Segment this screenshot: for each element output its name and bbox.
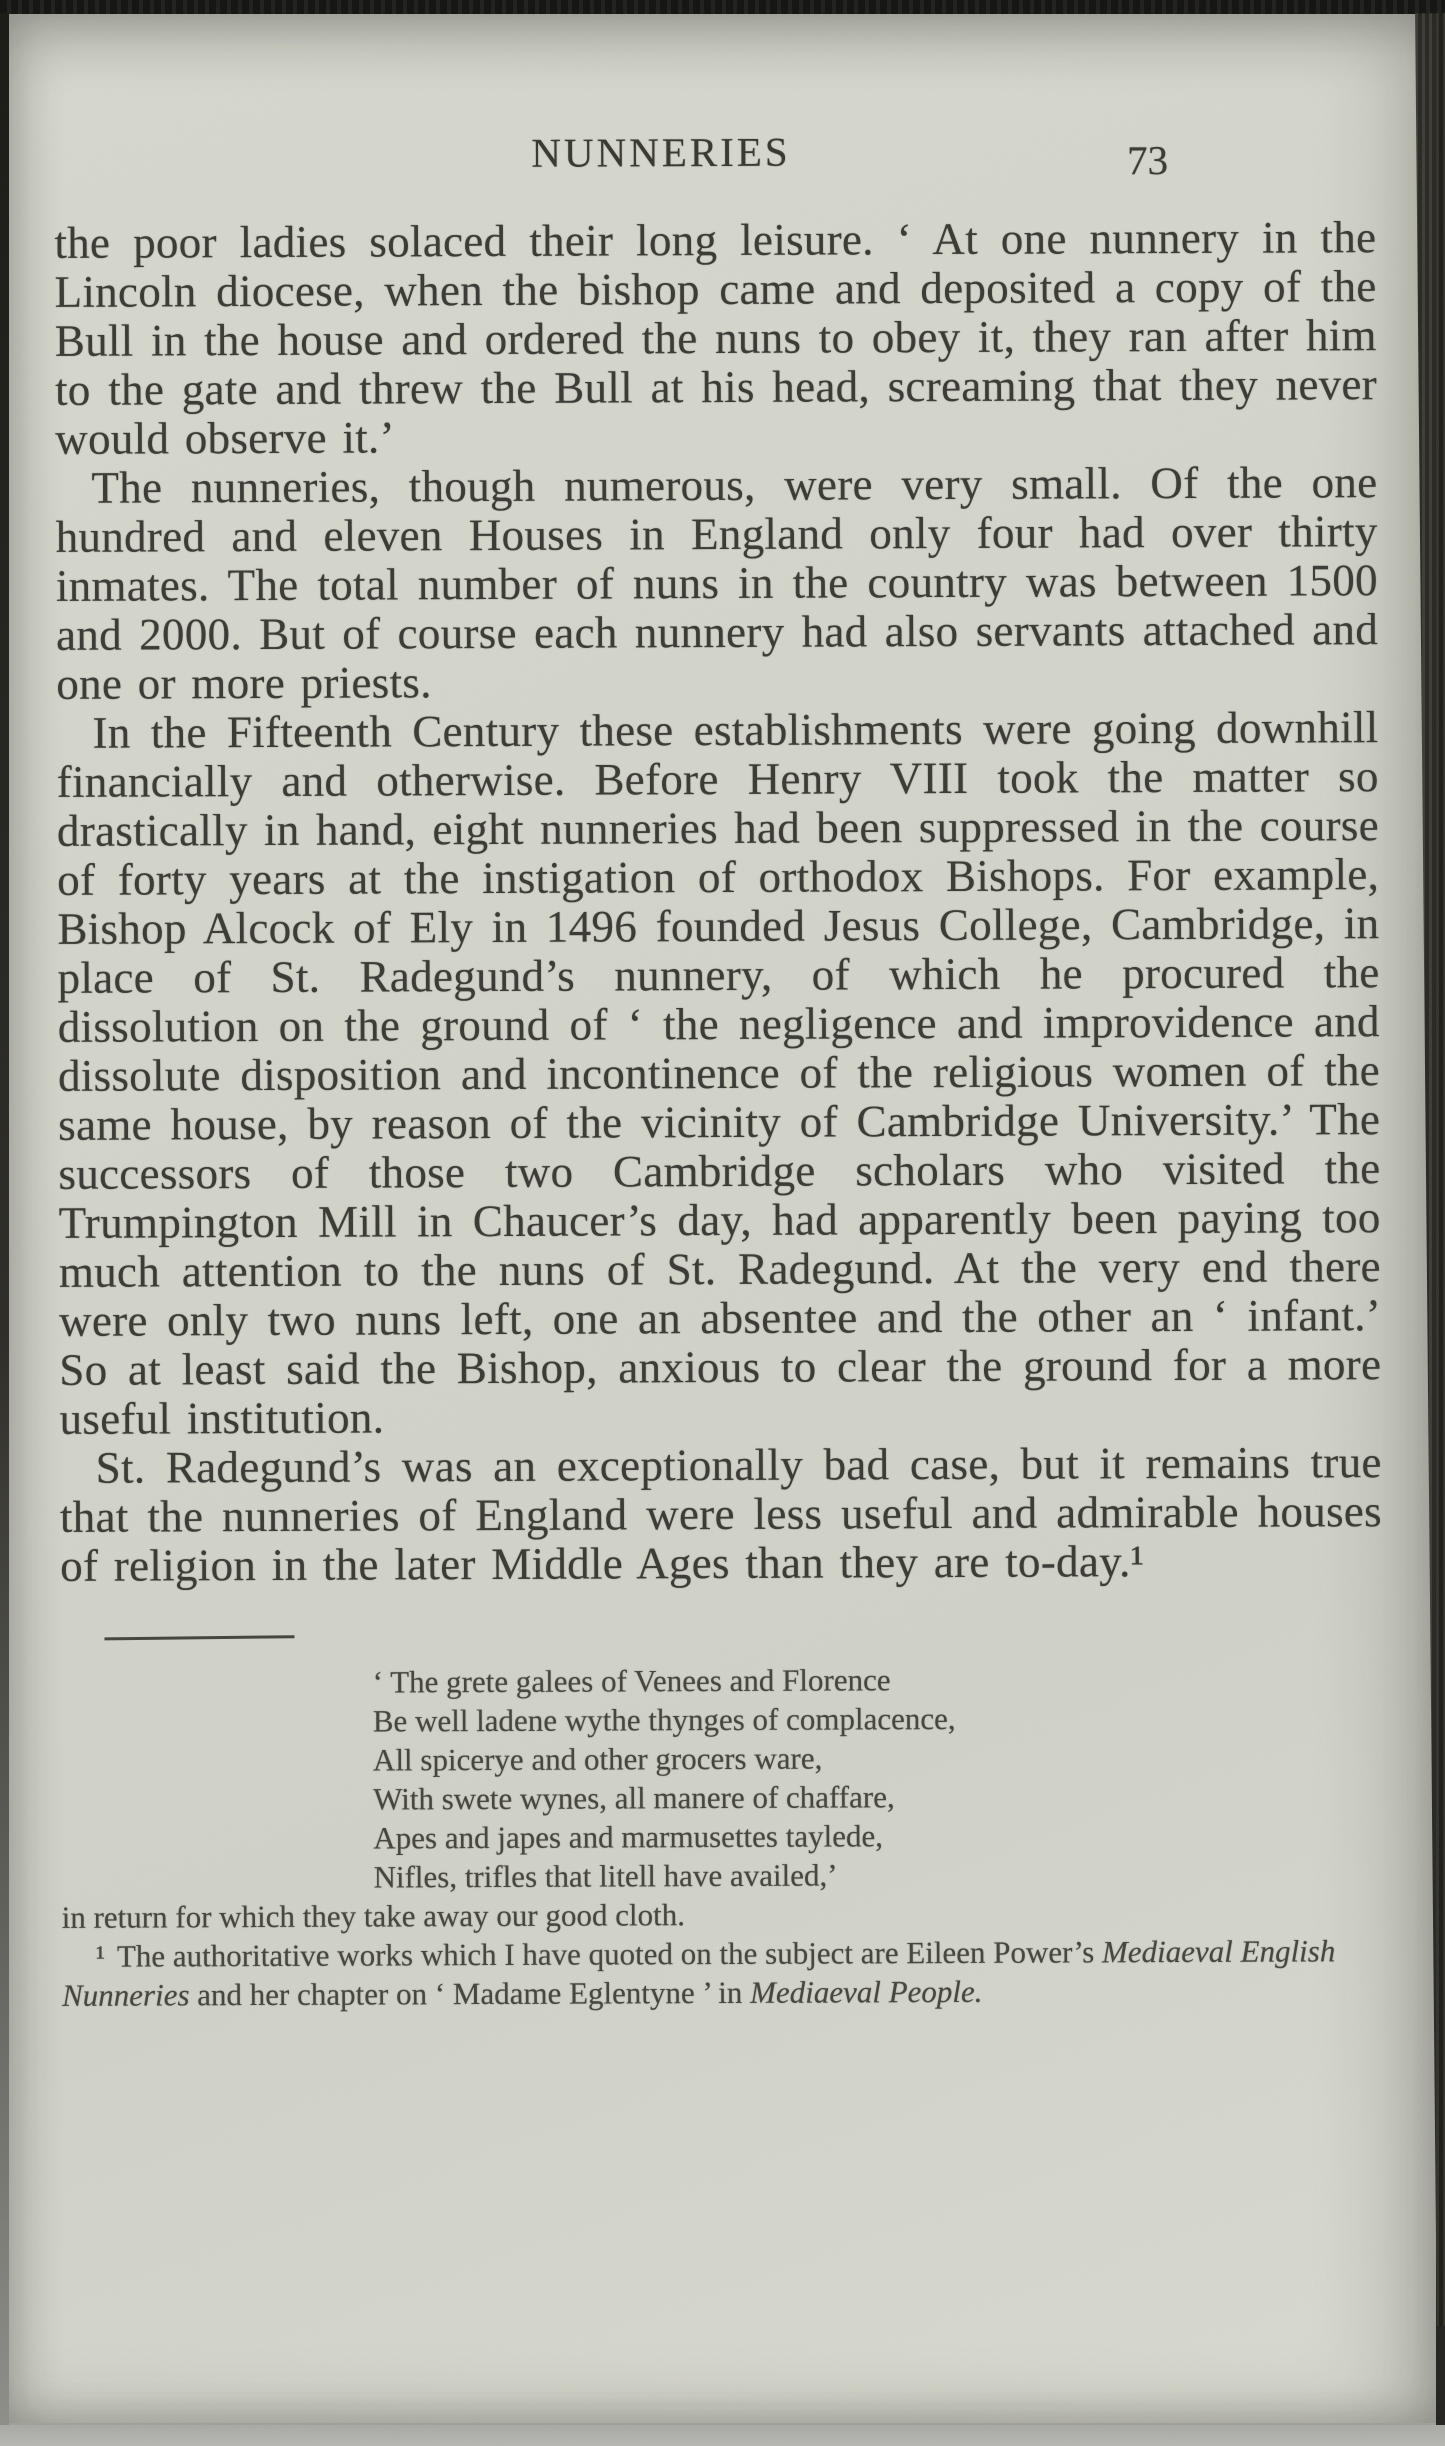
verse-line: Nifles, trifles that litell have availed,’ (373, 1857, 838, 1895)
footnote-note (62, 1931, 1384, 2015)
footnote-verse (373, 1658, 1384, 1896)
footnote-book-title: Mediaeval People. (750, 1973, 983, 2010)
verse-line: Apes and japes and marmusettes taylede, (373, 1818, 884, 1856)
body-text (54, 213, 1382, 1591)
paragraph: In the Fifteenth Century these establishments were going downhill financially and otherwise. Before Henry VIII took the matter so drastically in hand, eight nunneries had been suppressed in the course of forty years at the instigation of orthodox Bishops. For example, Bishop Alcock of Ely in 1496 founded Jesus College, Cambridge, in place of St. Radegund’s nunnery, of which he procured the dissolution on the ground of ‘ the negligence and improvidence and dissolute disposition and incontinence of the religious women of the same house, by reason of the vicinity of Cambridge University.’ The successors of those two Cambridge scholars who visited the Trumpington Mill in Chaucer’s day, had apparently been paying too much attention to the nuns of St. Radegund. At the very end there were only two nuns left, one an absentee and the other an ‘ infant.’ So at least said the Bishop, anxious to clear the ground for a more useful institution. (56, 702, 1382, 1444)
footnote-text: and her chapter on ‘ Madame Eglentyne ’ in (189, 1974, 751, 2013)
footnote-text: The authoritative works which I have quoted on the subject are Eileen Power’s (116, 1934, 1103, 1974)
footnote-divider (104, 1635, 294, 1640)
book-bottom-edge (0, 2425, 1445, 2446)
book-top-edge (0, 0, 1445, 14)
verse-line: With swete wynes, all manere of chaffare, (373, 1779, 895, 1817)
footnote-continuation: in return for which they take away our good cloth. (61, 1897, 686, 1935)
page-content (54, 125, 1384, 2015)
footnote-book-title: Mediaeval English Nunneries (61, 1933, 1336, 2013)
paragraph: St. Radegund’s was an exceptionally bad case, but it remains true that the nunneries of England were less useful and admirable houses of religion in the later Middle Ages than they are to-day.¹ (59, 1437, 1383, 1591)
paragraph: The nunneries, though numerous, were very small. Of the one hundred and eleven Houses in England only four had over thirty inmates. The total number of nuns in the country was between 1500 and 2000. But of course each nunnery had also servants attached and one or more priests. (55, 457, 1379, 709)
verse-line: All spicerye and other grocers ware, (372, 1740, 823, 1778)
verse-line: ‘ The grete galees of Venees and Florence (372, 1662, 891, 1700)
footnote-marker: ¹ (95, 1938, 117, 1974)
verse-line: Be well ladene wythe thynges of complacence, (372, 1700, 956, 1739)
page-title: NUNNERIES (531, 128, 791, 176)
footnote-block (61, 1658, 1385, 2015)
book-left-edge (0, 13, 9, 2425)
page-number: 73 (1126, 137, 1169, 184)
page-header (54, 125, 1376, 219)
paragraph: the poor ladies solaced their long leisure. ‘ At one nunnery in the Lincoln diocese, when the bishop came and deposited a copy of the Bull in the house and ordered the nuns to obey it, they ran after him to the gate and threw the Bull at his head, screaming that they never would observe it.’ (54, 212, 1378, 464)
